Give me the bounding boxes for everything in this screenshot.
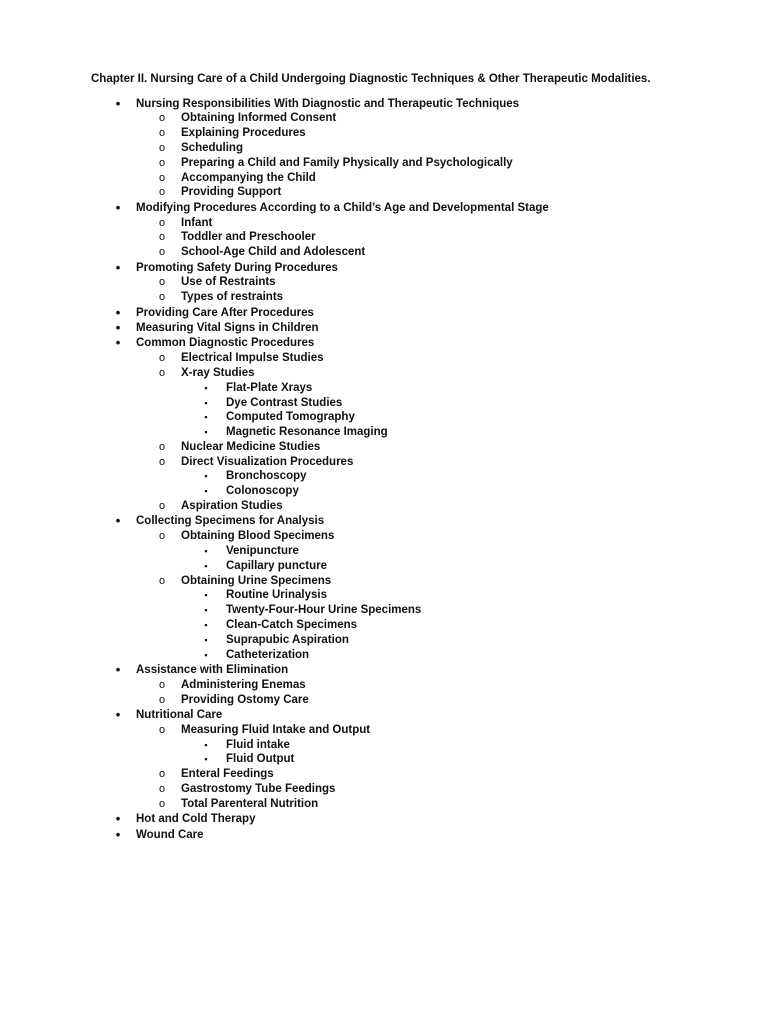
- bullet-marker-icon: o: [158, 127, 166, 140]
- outline-item-level1: [0, 708, 768, 723]
- outline-item-level3: [0, 381, 768, 396]
- outline-item-level2: [0, 126, 768, 141]
- outline-item-level3: [0, 738, 768, 753]
- outline-item-text: Measuring Vital Signs in Children: [136, 321, 319, 334]
- bullet-marker-icon: o: [158, 352, 166, 365]
- outline-item-level2: [0, 782, 768, 797]
- outline-item-level2: [0, 797, 768, 812]
- outline-item-level3: [0, 396, 768, 411]
- outline-item-text: Hot and Cold Therapy: [136, 813, 256, 826]
- outline-item-level1: [0, 261, 768, 276]
- outline-item-level2: [0, 767, 768, 782]
- outline-item-text: Enteral Feedings: [181, 768, 274, 781]
- outline-item-text: Nutritional Care: [136, 709, 223, 722]
- bullet-marker-icon: ▪: [204, 412, 208, 423]
- outline-item-text: Obtaining Blood Specimens: [181, 530, 335, 543]
- outline-item-level2: [0, 455, 768, 470]
- outline-item-text: Types of restraints: [181, 291, 284, 304]
- outline-item-level1: [0, 514, 768, 529]
- outline-item-text: Computed Tomography: [226, 411, 355, 424]
- outline-item-text: Clean-Catch Specimens: [226, 619, 358, 632]
- topic-outline: [0, 96, 768, 842]
- bullet-marker-icon: o: [158, 156, 166, 169]
- bullet-marker-icon: •: [115, 335, 121, 351]
- bullet-marker-icon: ▪: [204, 739, 208, 750]
- bullet-marker-icon: o: [158, 366, 166, 379]
- outline-item-text: Nursing Responsibilities With Diagnostic and Therapeutic Techniques: [136, 97, 520, 110]
- outline-item-level2: [0, 351, 768, 366]
- bullet-marker-icon: ▪: [204, 471, 208, 482]
- outline-item-text: Direct Visualization Procedures: [181, 455, 354, 468]
- outline-item-text: Electrical Impulse Studies: [181, 352, 324, 365]
- outline-item-text: Accompanying the Child: [181, 171, 316, 184]
- outline-item-text: Obtaining Urine Specimens: [181, 574, 332, 587]
- bullet-marker-icon: •: [115, 826, 121, 842]
- outline-item-level3: [0, 588, 768, 603]
- outline-item-level2: [0, 529, 768, 544]
- outline-item-text: Suprapubic Aspiration: [226, 633, 349, 646]
- outline-item-text: Total Parenteral Nutrition: [181, 797, 319, 810]
- outline-item-level1: [0, 828, 768, 843]
- outline-item-level2: [0, 574, 768, 589]
- bullet-marker-icon: o: [158, 574, 166, 587]
- outline-item-level2: [0, 366, 768, 381]
- bullet-marker-icon: o: [158, 678, 166, 691]
- bullet-marker-icon: ▪: [204, 486, 208, 497]
- outline-item-text: Toddler and Preschooler: [181, 231, 316, 244]
- outline-item-text: Scheduling: [181, 141, 243, 154]
- outline-item-level2: [0, 245, 768, 260]
- bullet-marker-icon: o: [158, 216, 166, 229]
- outline-item-level3: [0, 633, 768, 648]
- outline-item-text: Capillary puncture: [226, 559, 327, 572]
- outline-item-text: Use of Restraints: [181, 276, 276, 289]
- outline-item-level2: [0, 141, 768, 156]
- outline-item-level3: [0, 752, 768, 767]
- outline-item-text: Providing Care After Procedures: [136, 306, 314, 319]
- outline-item-text: Common Diagnostic Procedures: [136, 337, 315, 350]
- outline-item-level3: [0, 410, 768, 425]
- outline-item-level3: [0, 484, 768, 499]
- bullet-marker-icon: •: [115, 304, 121, 320]
- chapter-title: Chapter II. Nursing Care of a Child Undergoing Diagnostic Techniques & Other Therapeutic Modalities.: [91, 73, 651, 85]
- outline-item-level3: [0, 618, 768, 633]
- bullet-marker-icon: o: [158, 455, 166, 468]
- outline-item-level3: [0, 469, 768, 484]
- outline-item-text: Colonoscopy: [226, 485, 299, 498]
- bullet-marker-icon: o: [158, 171, 166, 184]
- outline-item-level2: [0, 290, 768, 305]
- outline-item-text: Obtaining Informed Consent: [181, 112, 337, 125]
- outline-item-text: Infant: [181, 216, 213, 229]
- outline-item-level2: [0, 230, 768, 245]
- outline-item-text: Administering Enemas: [181, 678, 306, 691]
- outline-item-level2: [0, 111, 768, 126]
- outline-item-text: Fluid Output: [226, 753, 295, 766]
- outline-item-level2: [0, 440, 768, 455]
- outline-item-level1: [0, 812, 768, 827]
- bullet-marker-icon: o: [158, 231, 166, 244]
- bullet-marker-icon: o: [158, 530, 166, 543]
- outline-item-text: Gastrostomy Tube Feedings: [181, 783, 336, 795]
- bullet-marker-icon: o: [158, 112, 166, 125]
- outline-item-level1: [0, 306, 768, 321]
- outline-item-level2: [0, 678, 768, 693]
- outline-item-text: Collecting Specimens for Analysis: [136, 515, 325, 528]
- bullet-marker-icon: •: [115, 513, 121, 529]
- outline-item-level2: [0, 693, 768, 708]
- outline-item-text: Catheterization: [226, 648, 310, 661]
- outline-item-level2: [0, 275, 768, 290]
- outline-item-level3: [0, 603, 768, 618]
- outline-item-text: Promoting Safety During Procedures: [136, 261, 338, 274]
- bullet-marker-icon: o: [158, 440, 166, 453]
- outline-item-text: Fluid intake: [226, 738, 290, 751]
- outline-item-level3: [0, 559, 768, 574]
- outline-item-text: Measuring Fluid Intake and Output: [181, 723, 371, 736]
- outline-item-text: Aspiration Studies: [181, 500, 283, 513]
- outline-item-level3: [0, 544, 768, 559]
- bullet-marker-icon: •: [115, 707, 121, 723]
- outline-item-level2: [0, 185, 768, 200]
- outline-item-level3: [0, 648, 768, 663]
- outline-item-level1: [0, 97, 768, 112]
- outline-item-text: Providing Support: [181, 186, 282, 199]
- bullet-marker-icon: ▪: [204, 382, 208, 393]
- outline-item-text: X-ray Studies: [181, 366, 255, 379]
- outline-item-level1: [0, 663, 768, 678]
- bullet-marker-icon: •: [115, 199, 121, 215]
- bullet-marker-icon: ▪: [204, 427, 208, 438]
- bullet-marker-icon: o: [158, 276, 166, 289]
- outline-item-text: School-Age Child and Adolescent: [181, 246, 366, 259]
- bullet-marker-icon: ▪: [204, 620, 208, 631]
- bullet-marker-icon: ▪: [204, 649, 208, 660]
- outline-item-level2: [0, 499, 768, 514]
- outline-item-text: Assistance with Elimination: [136, 664, 289, 677]
- bullet-marker-icon: o: [158, 797, 166, 810]
- bullet-marker-icon: o: [158, 246, 166, 259]
- outline-item-text: Bronchoscopy: [226, 470, 307, 483]
- bullet-marker-icon: ▪: [204, 560, 208, 571]
- bullet-marker-icon: ▪: [204, 605, 208, 616]
- bullet-marker-icon: •: [115, 662, 121, 678]
- outline-item-level2: [0, 171, 768, 186]
- outline-item-level2: [0, 156, 768, 171]
- bullet-marker-icon: o: [158, 723, 166, 736]
- bullet-marker-icon: o: [158, 291, 166, 304]
- outline-item-text: Dye Contrast Studies: [226, 396, 343, 409]
- outline-item-level2: [0, 216, 768, 231]
- outline-item-text: Explaining Procedures: [181, 127, 306, 140]
- bullet-marker-icon: ▪: [204, 634, 208, 645]
- bullet-marker-icon: ▪: [204, 546, 208, 557]
- bullet-marker-icon: o: [158, 186, 166, 199]
- bullet-marker-icon: ▪: [204, 397, 208, 408]
- bullet-marker-icon: o: [158, 141, 166, 154]
- outline-item-level1: [0, 321, 768, 336]
- outline-item-level3: [0, 425, 768, 440]
- outline-item-text: Modifying Procedures According to a Child’s Age and Developmental Stage: [136, 201, 549, 214]
- bullet-marker-icon: o: [158, 693, 166, 706]
- bullet-marker-icon: o: [158, 500, 166, 513]
- outline-item-text: Twenty-Four-Hour Urine Specimens: [226, 604, 422, 617]
- outline-item-text: Nuclear Medicine Studies: [181, 440, 321, 453]
- bullet-marker-icon: •: [115, 811, 121, 827]
- outline-item-text: Magnetic Resonance Imaging: [226, 426, 388, 439]
- bullet-marker-icon: o: [158, 768, 166, 781]
- outline-item-text: Routine Urinalysis: [226, 589, 327, 602]
- outline-item-level1: [0, 336, 768, 351]
- bullet-marker-icon: •: [115, 319, 121, 335]
- outline-item-level2: [0, 723, 768, 738]
- outline-item-text: Wound Care: [136, 828, 204, 841]
- bullet-marker-icon: o: [158, 783, 166, 795]
- outline-item-text: Venipuncture: [226, 545, 299, 558]
- bullet-marker-icon: •: [115, 95, 121, 111]
- outline-item-text: Providing Ostomy Care: [181, 693, 309, 706]
- bullet-marker-icon: •: [115, 259, 121, 275]
- outline-item-text: Flat-Plate Xrays: [226, 381, 313, 394]
- outline-item-text: Preparing a Child and Family Physically and Psychologically: [181, 156, 513, 169]
- outline-item-level1: [0, 201, 768, 216]
- bullet-marker-icon: ▪: [204, 590, 208, 601]
- bullet-marker-icon: ▪: [204, 754, 208, 765]
